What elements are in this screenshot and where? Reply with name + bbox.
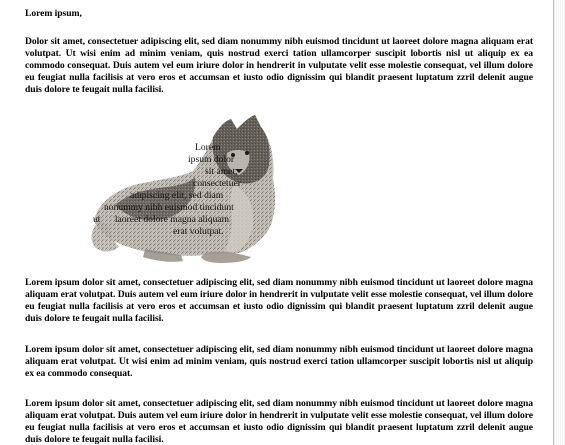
- wrapped-text-line: consectetuer: [193, 178, 241, 189]
- paragraph-5: Lorem ipsum dolor sit amet, consectetuer adipiscing elit, sed diam nonummy nibh euismod tincidunt ut laoreet dolore magna aliquam erat volutpat. Duis autem vel eum iriure dolor in hendrerit in vulputate velit esse molestie consequat, vel illum dolore eu feugiat nulla facilisis at vero eros et accumsan et iusto odio dignissim qui blandit praesent luptatum zzril delenit augue duis dolore te feugait nulla facilisi.: [25, 398, 533, 445]
- wrapped-text-line: ipsum dolor: [188, 154, 235, 165]
- dog-image-figure: [85, 113, 285, 265]
- wrapped-text-line: Lorem: [195, 142, 221, 153]
- wrapped-text-line: erat volutpat.: [173, 226, 224, 237]
- wrapped-text-line: adipiscing elit, sed diam: [130, 190, 224, 201]
- page-edge: [553, 0, 565, 445]
- paragraph-3: Lorem ipsum dolor sit amet, consectetuer adipiscing elit, sed diam nonummy nibh euismod tincidunt ut laoreet dolore magna aliquam erat volutpat. Duis autem vel eum iriure dolor in hendrerit in vulputate velit esse molestie consequat, vel illum dolore eu feugiat nulla facilisis at vero eros et accumsan et iusto odio dignissim qui blandit praesent luptatum zzril delenit augue duis dolore te feugait nulla facilisi.: [25, 277, 533, 324]
- wrapped-text-line: nonummy nibh euismod tincidunt: [104, 202, 234, 213]
- paragraph-1: Dolor sit amet, consectetuer adipiscing elit, sed diam nonummy nibh euismod tincidunt ut laoreet dolore magna aliquam erat volutpat. Ut wisi enim ad minim veniam, quis nostrud exerci tation ullamcorper suscipit lobortis nisl ut aliquip ex ea commodo consequat. Duis autem vel eum iriure dolor in hendrerit in vulputate velit esse molestie consequat, vel illum dolore eu feugiat nulla facilisis at vero eros et accumsan et iusto odio dignissim qui blandit praesent luptatum zzril delenit augue duis dolore te feugait nulla facilisi.: [25, 36, 533, 95]
- paragraph-4: Lorem ipsum dolor sit amet, consectetuer adipiscing elit, sed diam nonummy nibh euismod tincidunt ut laoreet dolore magna aliquam erat volutpat. Ut wisi enim ad minim veniam, quis nostrud exerci tation ullamcorper suscipit lobortis nisl ut aliquip ex ea commodo consequat.: [25, 344, 533, 379]
- wrapped-text-line: ut laoreet dolore magna aliquam: [93, 214, 230, 225]
- greeting-line: Lorem ipsum,: [25, 8, 82, 19]
- dog-image: [85, 113, 285, 265]
- wrapped-text-line: sit amet,: [205, 166, 238, 177]
